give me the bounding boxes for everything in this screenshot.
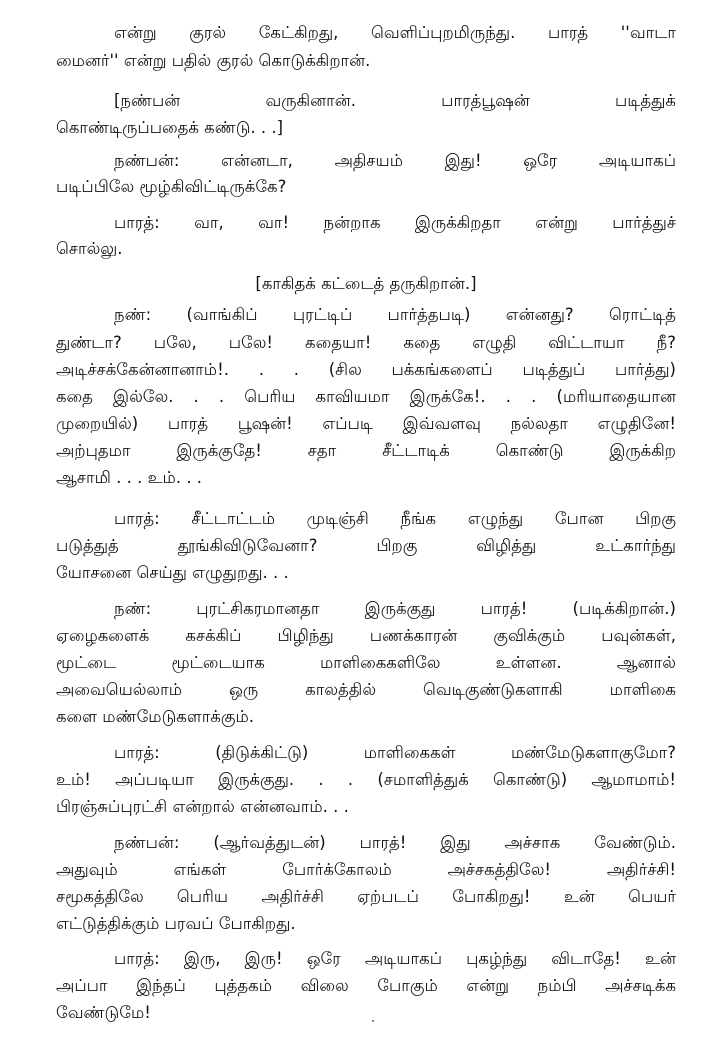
text-line: பாரத்: (திடுக்கிட்டு) மாளிகைகள் மண்மேடுகளாகுமோ? bbox=[114, 743, 676, 762]
text-line: கதை இல்லே. . . பெரிய காவியமா இருக்கே!. . . (மரியாதையான bbox=[56, 387, 676, 406]
text-line: சொல்லு. bbox=[56, 239, 123, 258]
text-line: ஏழைகளைக் கசக்கிப் பிழிந்து பணக்காரன் குவிக்கும் பவுன்கள், bbox=[56, 626, 676, 645]
text-line: பிரஞ்சுப்புரட்சி என்றால் என்னவாம். . . bbox=[56, 797, 349, 816]
text-line: பாரத்: இரு, இரு! ஒரே அடியாகப் புகழ்ந்து விடாதே! உன் bbox=[114, 949, 676, 968]
text-line: அப்பா இந்தப் புத்தகம் விலை போகும் என்று நம்பி அச்சடிக்க bbox=[56, 976, 676, 995]
text-line: படிப்பிலே மூழ்கிவிட்டிருக்கே? bbox=[56, 177, 287, 196]
text-line: அவையெல்லாம் ஒரு காலத்தில் வெடிகுண்டுகளாகி மாளிகை bbox=[56, 680, 676, 699]
text-line: நண்: (வாங்கிப் புரட்டிப் பார்த்தபடி) என்னது? ரொட்டித் bbox=[114, 305, 676, 324]
text-line: பாரத்: வா, வா! நன்றாக இருக்கிறதா என்று பார்த்துச் bbox=[114, 213, 676, 232]
text-line: படுத்துத் தூங்கிவிடுவேனா? பிறகு விழித்து உட்கார்ந்து bbox=[56, 536, 676, 555]
text-line: யோசனை செய்து எழுதுறது. . . bbox=[56, 563, 289, 582]
text-line: துண்டா? பலே, பலே! கதையா! கதை எழுதி விட்டாயா நீ? bbox=[56, 333, 676, 352]
page-speck bbox=[372, 1020, 374, 1022]
stage-direction-line: [நண்பன் வருகினான். பாரத்பூஷன் படித்துக் bbox=[114, 91, 676, 110]
text-line: அதுவும் எங்கள் போர்க்கோலம் அச்சகத்திலே! அதிர்ச்சி! bbox=[56, 860, 676, 879]
text-line: எட்டுத்திக்கும் பரவப் போகிறது. bbox=[56, 914, 296, 933]
text-line: மூட்டை மூட்டையாக மாளிகைகளிலே உள்ளன. ஆனால் bbox=[56, 653, 676, 672]
text-line: ஆசாமி . . . உம். . . bbox=[56, 468, 203, 487]
text-line: நண்: புரட்சிகரமானதா இருக்குது பாரத்! (படிக்கிறான்.) bbox=[114, 599, 676, 618]
text-line: உம்! அப்படியா இருக்குது. . . (சமாளித்துக் கொண்டு) ஆமாமாம்! bbox=[56, 770, 676, 789]
text-line: என்று குரல் கேட்கிறது, வெளிப்புறமிருந்து. பாரத் ''வாடா bbox=[114, 23, 676, 42]
text-line: வேண்டுமே! bbox=[56, 1003, 151, 1022]
text-line: நண்பன்: (ஆர்வத்துடன்) பாரத்! இது அச்சாக வேண்டும். bbox=[114, 833, 676, 852]
text-line: நண்பன்: என்னடா, அதிசயம் இது! ஒரே அடியாகப் bbox=[114, 151, 676, 170]
stage-direction-line: கொண்டிருப்பதைக் கண்டு. . .] bbox=[56, 118, 284, 137]
stage-direction-line: [காகிதக் கட்டைத் தருகிறான்.] bbox=[255, 274, 477, 293]
text-line: அற்புதமா இருக்குதே! சதா சீட்டாடிக் கொண்டு இருக்கிற bbox=[56, 441, 676, 460]
text-line: களை மண்மேடுகளாக்கும். bbox=[56, 707, 254, 726]
text-line: சமூகத்திலே பெரிய அதிர்ச்சி ஏற்படப் போகிறது! உன் பெயர் bbox=[56, 887, 676, 906]
text-line: மைனர்'' என்று பதில் குரல் கொடுக்கிறான். bbox=[56, 51, 371, 70]
text-line: பாரத்: சீட்டாட்டம் முடிஞ்சி நீங்க எழுந்து போன பிறகு bbox=[114, 509, 676, 528]
text-line: முறையில்) பாரத் பூஷன்! எப்படி இவ்வளவு நல்லதா எழுதினே! bbox=[56, 414, 676, 433]
text-line: அடிச்சக்கேன்னானாம்!. . . (சில பக்கங்களைப் படித்துப் பார்த்து) bbox=[56, 360, 676, 379]
